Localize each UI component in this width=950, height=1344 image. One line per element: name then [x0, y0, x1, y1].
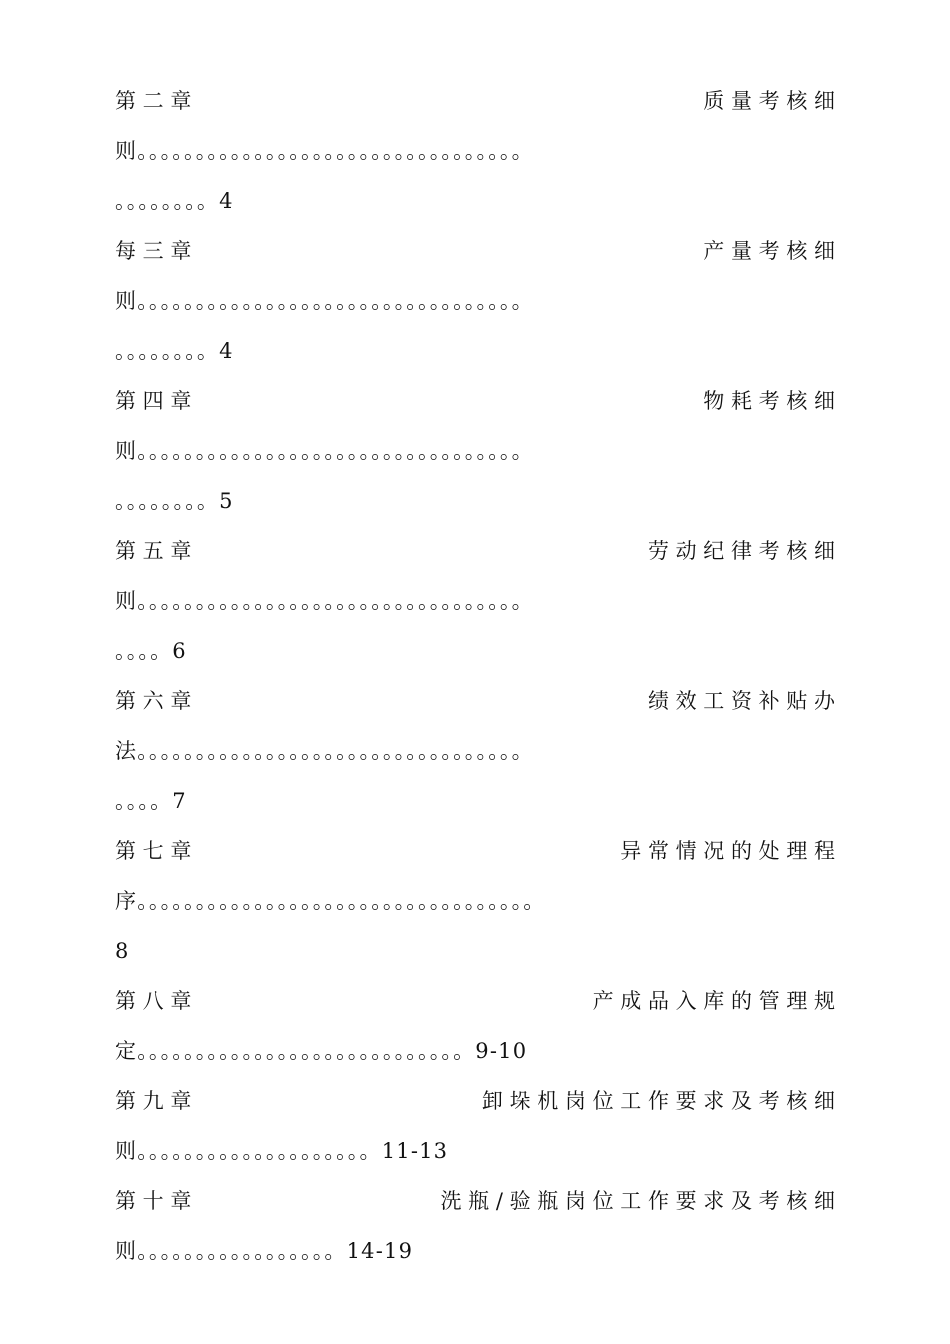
toc-title-line: [115, 830, 835, 880]
chapter-title: 物 耗 考 核 细: [703, 389, 835, 413]
toc-leader-line: 法。。。。。。。。。。。。。。。。。。。。。。。。。。。。。。。。。: [115, 739, 534, 763]
toc-page-line: 。。。。。。。。4: [115, 339, 234, 363]
toc-leader-line: 定。。。。。。。。。。。。。。。。。。。。。。。。。。。。9-10: [115, 1039, 528, 1063]
toc-leader-line: 则。。。。。。。。。。。。。。。。。14-19: [115, 1239, 414, 1263]
table-of-contents: [115, 80, 835, 1280]
toc-title-line: [115, 980, 835, 1030]
toc-title-line: [115, 80, 835, 130]
chapter-title: 产 量 考 核 细: [703, 239, 835, 263]
chapter-title: 质 量 考 核 细: [703, 89, 835, 113]
toc-title-line: [115, 530, 835, 580]
toc-entry-chapter-6: [115, 680, 835, 830]
chapter-number: 第 二 章: [115, 89, 192, 113]
toc-page-line: 8: [115, 939, 130, 963]
toc-title-line: [115, 230, 835, 280]
toc-page-line: 。。。。。。。。4: [115, 189, 234, 213]
toc-entry-chapter-4: [115, 380, 835, 530]
toc-entry-chapter-2: [115, 80, 835, 230]
chapter-title: 洗 瓶 / 验 瓶 岗 位 工 作 要 求 及 考 核 细: [440, 1189, 835, 1213]
chapter-title: 异 常 情 况 的 处 理 程: [620, 839, 835, 863]
toc-entry-chapter-5: [115, 530, 835, 680]
chapter-title: 卸 垛 机 岗 位 工 作 要 求 及 考 核 细: [481, 1089, 835, 1113]
toc-title-line: [115, 380, 835, 430]
toc-entry-chapter-10: [115, 1180, 835, 1280]
toc-entry-chapter-7: [115, 830, 835, 980]
toc-title-line: [115, 1180, 835, 1230]
toc-leader-line: 则。。。。。。。。。。。。。。。。。。。。。。。。。。。。。。。。。: [115, 439, 534, 463]
toc-page-line: 。。。。6: [115, 639, 187, 663]
chapter-number: 每 三 章: [115, 239, 192, 263]
toc-title-line: [115, 680, 835, 730]
toc-page-line: 。。。。。。。。5: [115, 489, 234, 513]
toc-leader-line: 则。。。。。。。。。。。。。。。。。。。。。。。。。。。。。。。。。: [115, 289, 534, 313]
chapter-title: 劳 动 纪 律 考 核 细: [647, 539, 835, 563]
toc-entry-chapter-3: [115, 230, 835, 380]
chapter-number: 第 十 章: [115, 1189, 192, 1213]
chapter-number: 第 九 章: [115, 1089, 192, 1113]
toc-leader-line: 则。。。。。。。。。。。。。。。。。。。。11-13: [115, 1139, 449, 1163]
toc-entry-chapter-8: [115, 980, 835, 1080]
chapter-number: 第 七 章: [115, 839, 192, 863]
toc-leader-line: 则。。。。。。。。。。。。。。。。。。。。。。。。。。。。。。。。。: [115, 589, 534, 613]
toc-page-line: 。。。。7: [115, 789, 187, 813]
toc-entry-chapter-9: [115, 1080, 835, 1180]
toc-title-line: [115, 1080, 835, 1130]
chapter-title: 产 成 品 入 库 的 管 理 规: [592, 989, 835, 1013]
chapter-number: 第 六 章: [115, 689, 192, 713]
toc-leader-line: 则。。。。。。。。。。。。。。。。。。。。。。。。。。。。。。。。。: [115, 139, 534, 163]
chapter-number: 第 八 章: [115, 989, 192, 1013]
chapter-title: 绩 效 工 资 补 贴 办: [647, 689, 835, 713]
chapter-number: 第 五 章: [115, 539, 192, 563]
chapter-number: 第 四 章: [115, 389, 192, 413]
toc-leader-line: 序。。。。。。。。。。。。。。。。。。。。。。。。。。。。。。。。。。: [115, 889, 546, 913]
